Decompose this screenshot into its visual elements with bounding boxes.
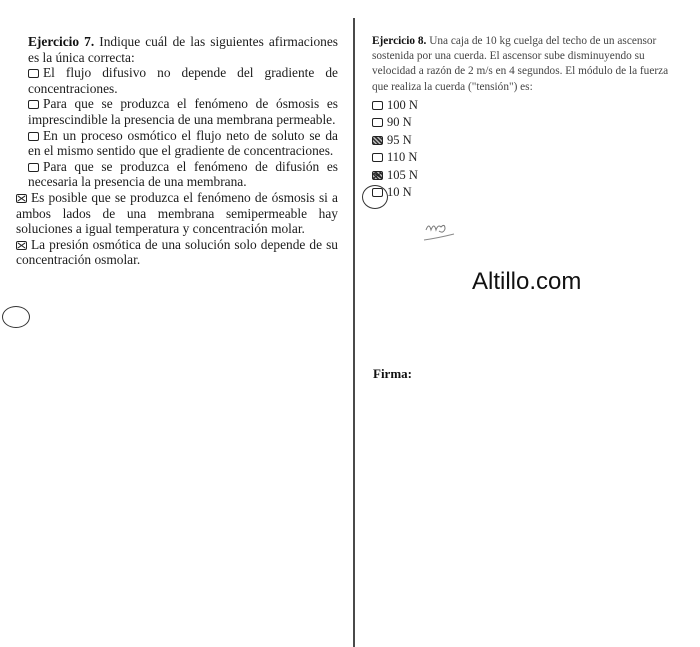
exercise-7-title: Ejercicio 7. (28, 34, 95, 49)
exercise-8-title: Ejercicio 8. (372, 35, 427, 47)
exercise-7-header (12, 34, 338, 65)
exercise-7-option[interactable]: Para que se produzca el fenómeno de difusión es necesaria la presencia de una membrana. (28, 158, 338, 190)
exercise-8-option[interactable]: 100 N (372, 97, 684, 115)
checkbox-icon[interactable] (28, 132, 39, 141)
exercise-8-option[interactable]: 10 N (372, 184, 684, 202)
exercise-8-option[interactable]: 95 N (372, 132, 684, 150)
watermark: Altillo.com (472, 268, 582, 295)
checkbox-icon[interactable] (372, 118, 383, 127)
checked-checkbox-icon[interactable] (372, 171, 383, 180)
exercise-7-option[interactable]: En un proceso osmótico el flujo neto de soluto se da en el mismo sentido que el gradiente de concentraciones. (28, 127, 338, 159)
checkbox-icon[interactable] (372, 101, 383, 110)
column-divider (353, 18, 355, 647)
exercise-8-option[interactable]: 110 N (372, 149, 684, 167)
exercise-8-option[interactable]: 105 N (372, 167, 684, 185)
checked-checkbox-icon[interactable] (16, 194, 27, 203)
handwritten-circle-icon (2, 306, 30, 328)
handwritten-circle-icon (362, 185, 388, 209)
filled-checkbox-icon[interactable] (372, 136, 383, 145)
checkbox-icon[interactable] (372, 153, 383, 162)
exercise-7-option[interactable]: El flujo difusivo no depende del gradiente de concentraciones. (28, 65, 338, 96)
checkbox-icon[interactable] (28, 100, 39, 109)
checkbox-icon[interactable] (28, 69, 39, 78)
checkbox-icon[interactable] (28, 163, 39, 172)
exercise-7-prompt: Indique cuál de las siguientes afirmaciones es la única correcta: (28, 34, 338, 65)
handwritten-scribble-icon (422, 208, 462, 244)
exercise-8 (372, 34, 684, 202)
exercise-8-header (372, 34, 684, 95)
exercise-7-option[interactable]: La presión osmótica de una solución solo depende de su concentración osmolar. (16, 236, 338, 268)
exercise-8-prompt: Una caja de 10 kg cuelga del techo de un ascensor sostenida por una cuerda. El ascensor sube disminuyendo su velocidad a razón de 2 m/s en 4 segundos. El módulo de la fuerza que realiza la cuerda ("tensión") es: (372, 35, 669, 93)
exercise-7-option[interactable]: Es posible que se produzca el fenómeno de ósmosis si a ambos lados de una membrana semipermeable hay soluciones a igual temperatura y concentración molar. (16, 189, 338, 237)
exercise-7-option[interactable]: Para que se produzca el fenómeno de ósmosis es imprescindible la presencia de una membrana permeable. (28, 96, 338, 127)
signature-label: Firma: (373, 366, 412, 381)
exercise-8-option[interactable]: 90 N (372, 114, 684, 132)
checked-checkbox-icon[interactable] (16, 241, 27, 250)
exercise-7 (12, 34, 338, 268)
